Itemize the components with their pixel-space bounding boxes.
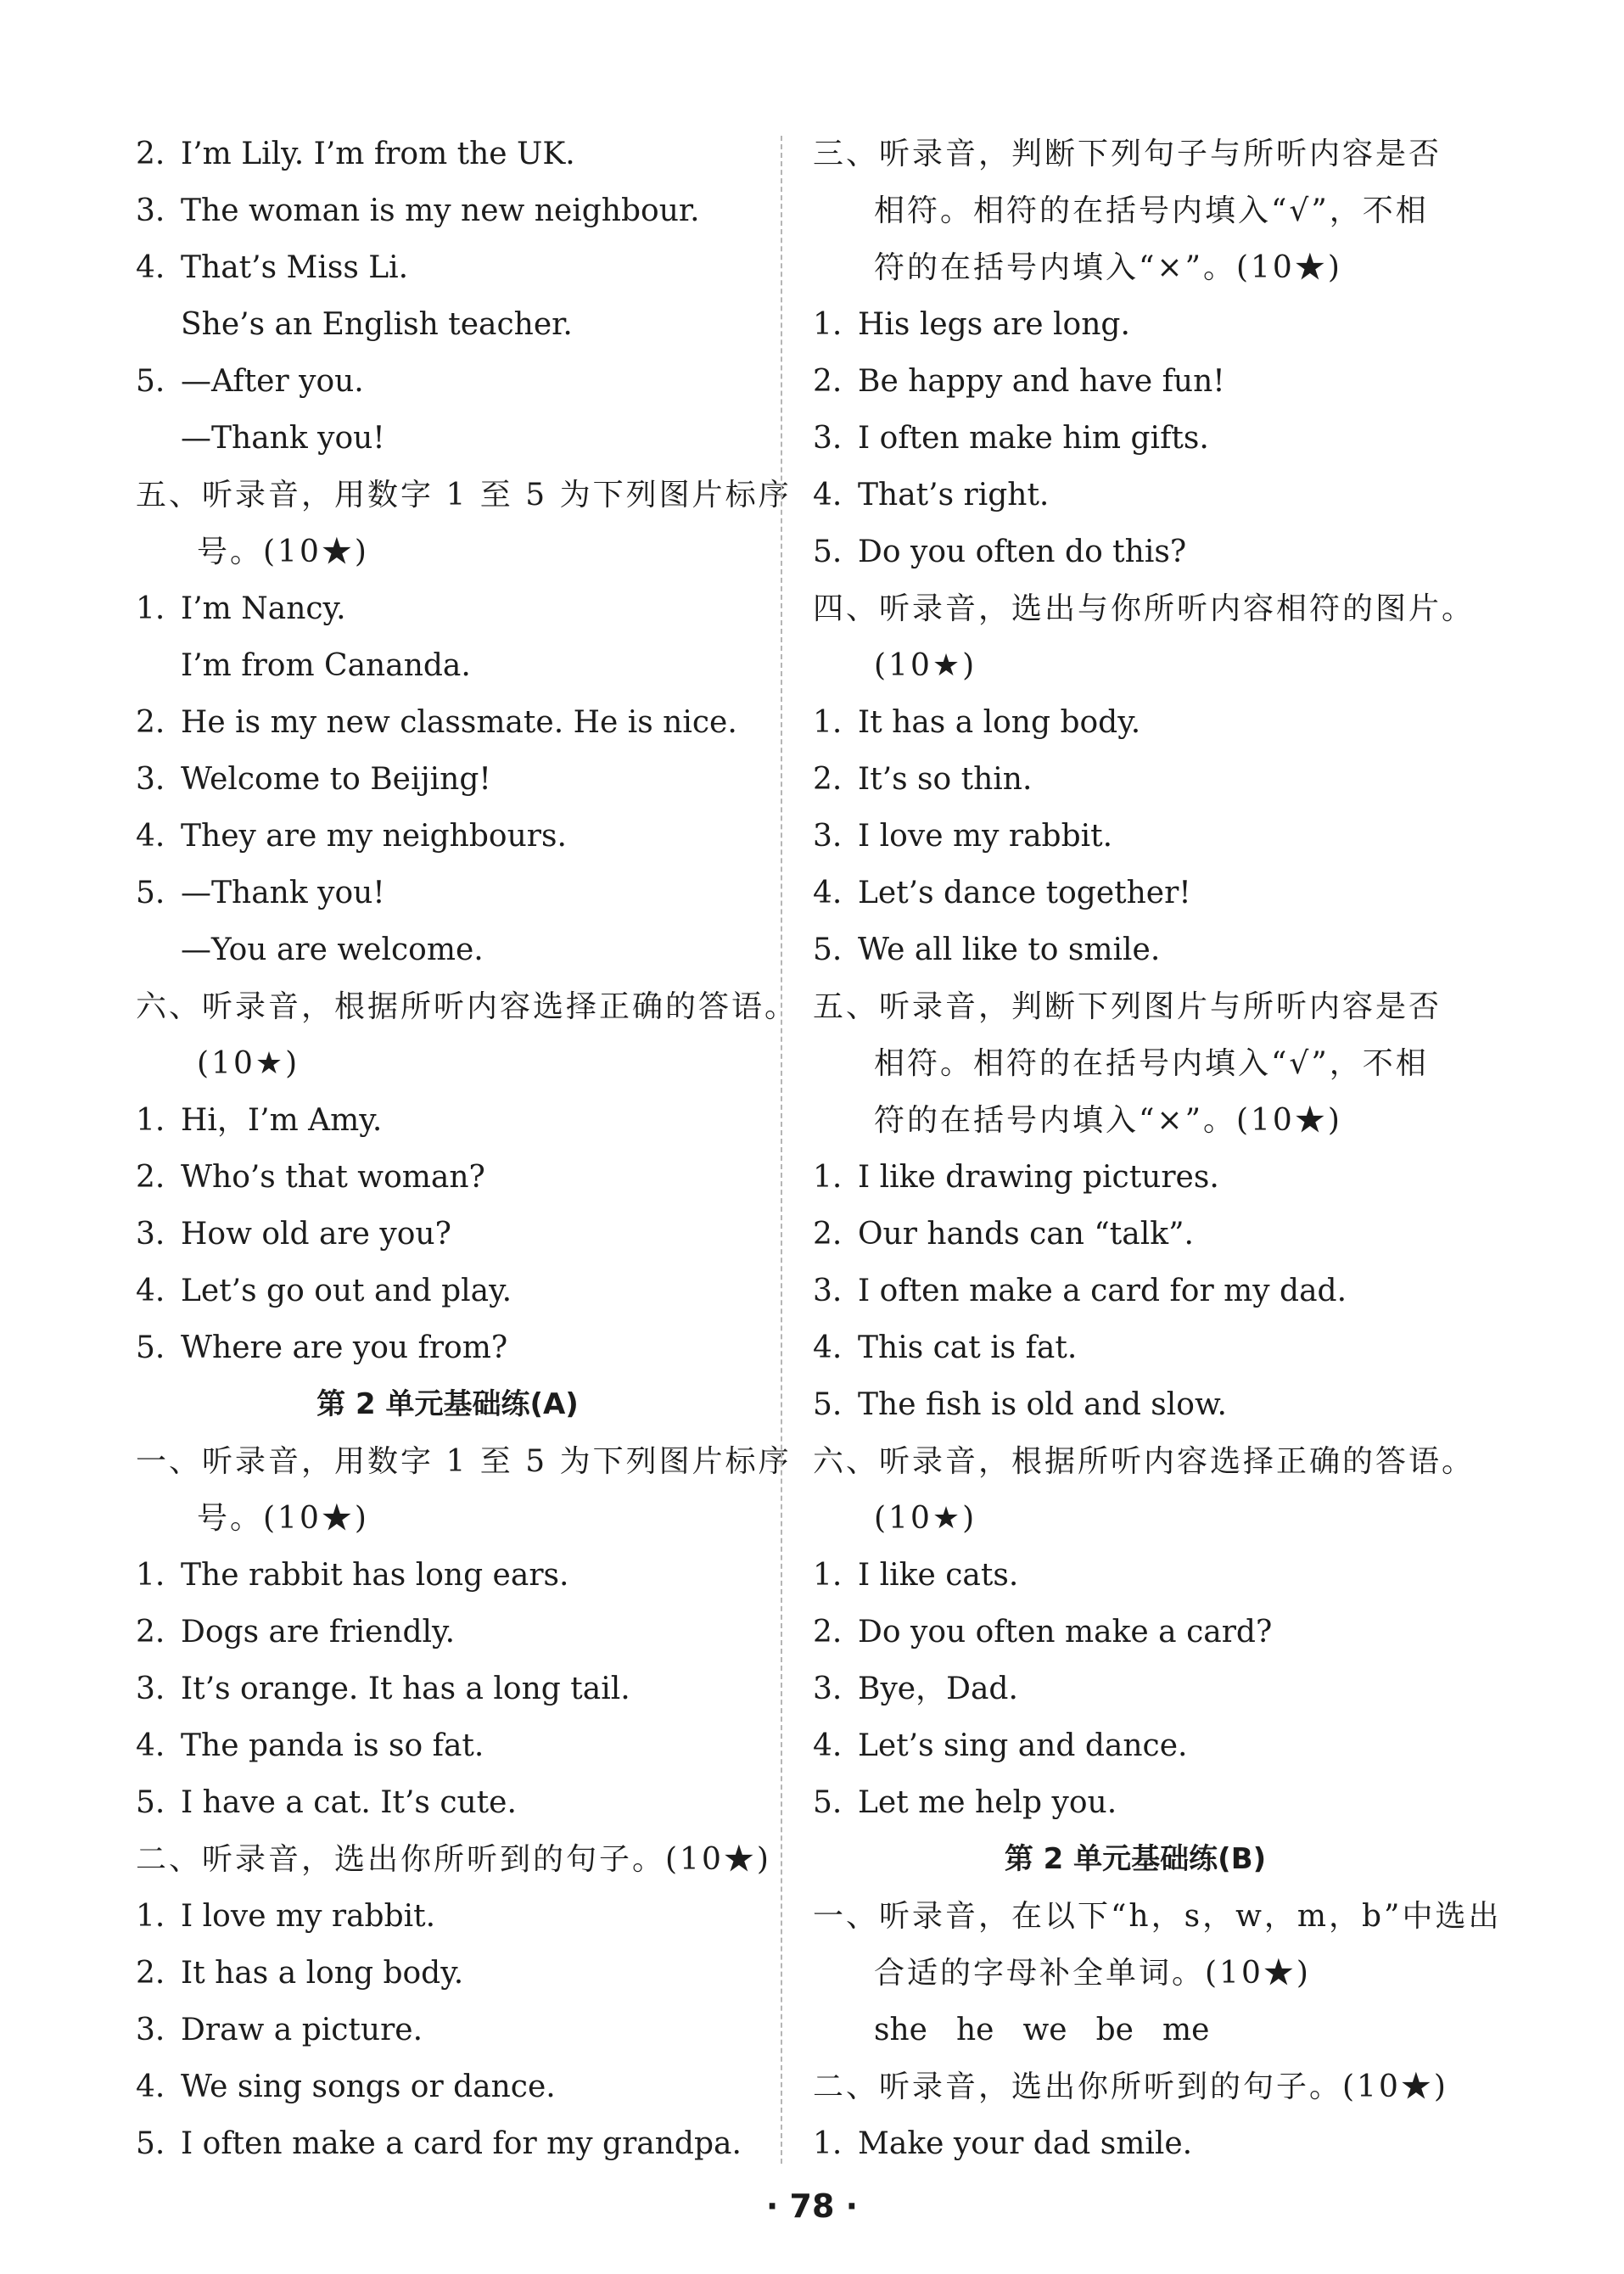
list-item [813, 751, 1458, 808]
list-item [136, 1661, 759, 1717]
item-text: The rabbit has long ears. [181, 1558, 569, 1593]
item-text: Bye，Dad. [858, 1672, 1018, 1706]
list-item [136, 182, 759, 239]
item-number: 4. [136, 1274, 165, 1308]
list-item [136, 694, 759, 751]
question-heading: 五、听录音，用数字 1 至 5 为下列图片标序 [136, 478, 792, 512]
item-text: —Thank you! [181, 876, 385, 910]
word: be [1095, 2013, 1134, 2047]
item-number: 4. [136, 2070, 165, 2104]
item-number: 3. [813, 1274, 843, 1308]
item-text: Do you often make a card? [858, 1615, 1273, 1649]
item-number: 3. [813, 819, 843, 854]
item-text: Make your dad smile. [858, 2126, 1193, 2161]
item-number: 3. [813, 421, 843, 456]
item-text: Dogs are friendly. [181, 1615, 456, 1649]
item-number: 5. [813, 1387, 843, 1422]
item-text: I like drawing pictures. [858, 1160, 1219, 1195]
item-text: Where are you from? [181, 1330, 508, 1365]
question-heading-continued: 号。(10★) [197, 1501, 369, 1536]
list-item [813, 296, 1458, 353]
item-text: We sing songs or dance. [181, 2070, 556, 2104]
item-text: Welcome to Beijing! [181, 762, 491, 797]
list-item [813, 353, 1458, 410]
question-heading-continued: 符的在括号内填入“×”。(10★) [874, 250, 1342, 285]
item-text: How old are you? [181, 1217, 451, 1252]
item-number: 4. [136, 1728, 165, 1763]
question-heading-continued: 相符。相符的在括号内填入“√”，不相 [874, 193, 1429, 228]
word-list [813, 2002, 1458, 2058]
item-number: 5. [136, 1330, 165, 1365]
list-item [813, 1319, 1458, 1376]
item-text: Hi，I’m Amy. [181, 1103, 383, 1138]
unit-title: 第 2 单元基础练(B) [1004, 1842, 1267, 1876]
item-continuation: I’m from Cananda. [181, 648, 471, 683]
list-item [813, 808, 1458, 865]
list-item [136, 1149, 759, 1206]
list-item [813, 921, 1458, 978]
item-number: 2. [136, 1160, 165, 1195]
item-text: Draw a picture. [181, 2013, 423, 2047]
item-text: They are my neighbours. [181, 819, 567, 854]
list-item [813, 1661, 1458, 1717]
item-number: 2. [136, 705, 165, 740]
item-continuation: —Thank you! [181, 421, 385, 456]
question-heading: 三、听录音，判断下列句子与所听内容是否 [813, 137, 1442, 171]
item-text: The fish is old and slow. [858, 1387, 1227, 1422]
question-heading: 二、听录音，选出你所听到的句子。(10★) [136, 1842, 771, 1877]
item-continuation: —You are welcome. [181, 933, 484, 967]
item-text: It’s so thin. [858, 762, 1033, 797]
item-number: 3. [813, 1672, 843, 1706]
item-number: 2. [813, 364, 843, 399]
column-divider [781, 136, 782, 2164]
item-number: 5. [813, 535, 843, 569]
item-text: That’s Miss Li. [181, 250, 409, 285]
question-heading-continued: 相符。相符的在括号内填入“√”，不相 [874, 1046, 1429, 1081]
item-number: 2. [136, 1956, 165, 1991]
list-item [136, 1945, 759, 2002]
list-item [813, 1376, 1458, 1433]
item-number: 5. [136, 876, 165, 910]
item-number: 5. [813, 1785, 843, 1820]
item-number: 5. [136, 2126, 165, 2161]
item-text: We all like to smile. [858, 933, 1161, 967]
item-number: 5. [813, 933, 843, 967]
list-item [813, 1149, 1458, 1206]
item-number: 2. [813, 1615, 843, 1649]
item-continuation: She’s an English teacher. [181, 307, 573, 342]
item-text: He is my new classmate. He is nice. [181, 705, 737, 740]
item-text: It’s orange. It has a long tail. [181, 1672, 630, 1706]
item-text: —After you. [181, 364, 364, 399]
item-number: 3. [136, 1672, 165, 1706]
item-text: Let me help you. [858, 1785, 1117, 1820]
list-item [813, 1604, 1458, 1661]
item-text: Who’s that woman? [181, 1160, 485, 1195]
unit-title: 第 2 单元基础练(A) [316, 1387, 579, 1421]
list-item [136, 1774, 759, 1831]
item-number: 5. [136, 364, 165, 399]
item-number: 4. [136, 250, 165, 285]
list-item [813, 1263, 1458, 1319]
item-text: I love my rabbit. [858, 819, 1113, 854]
item-number: 4. [813, 478, 843, 512]
list-item [813, 410, 1458, 467]
list-item [136, 1547, 759, 1604]
item-number: 3. [136, 193, 165, 228]
question-heading: 二、听录音，选出你所听到的句子。(10★) [813, 2070, 1448, 2104]
question-heading: 一、听录音，在以下“h，s，w，m，b”中选出 [813, 1899, 1502, 1934]
list-item [813, 467, 1458, 524]
list-item [813, 524, 1458, 580]
right-column [813, 126, 1502, 2172]
question-heading: 五、听录音，判断下列图片与所听内容是否 [813, 989, 1442, 1024]
list-item [136, 2058, 759, 2115]
item-number: 1. [813, 705, 843, 740]
question-heading-continued: (10★) [874, 1501, 977, 1536]
item-number: 2. [136, 137, 165, 171]
item-text: That’s right. [858, 478, 1050, 512]
item-number: 4. [813, 876, 843, 910]
item-text: I like cats. [858, 1558, 1019, 1593]
item-number: 1. [813, 2126, 843, 2161]
item-text: The panda is so fat. [181, 1728, 484, 1763]
item-number: 1. [813, 307, 843, 342]
item-text: Let’s go out and play. [181, 1274, 512, 1308]
item-text: I often make a card for my dad. [858, 1274, 1347, 1308]
list-item [136, 2115, 759, 2172]
item-text: I’m Lily. I’m from the UK. [181, 137, 575, 171]
list-item [136, 1092, 759, 1149]
list-item [136, 1206, 759, 1263]
list-item [136, 1319, 759, 1376]
item-text: Let’s dance together! [858, 876, 1191, 910]
item-text: Let’s sing and dance. [858, 1728, 1188, 1763]
item-number: 2. [813, 1217, 843, 1252]
question-heading-continued: 合适的字母补全单词。(10★) [874, 1956, 1311, 1991]
item-text: It has a long body. [858, 705, 1141, 740]
list-item [136, 1888, 759, 1945]
list-item [813, 1206, 1458, 1263]
item-text: Be happy and have fun! [858, 364, 1225, 399]
list-item [813, 1717, 1458, 1774]
list-item [136, 865, 759, 921]
item-number: 5. [136, 1785, 165, 1820]
item-text: The woman is my new neighbour. [181, 193, 700, 228]
list-item [136, 580, 759, 637]
item-number: 1. [813, 1160, 843, 1195]
list-item [136, 751, 759, 808]
list-item [136, 1263, 759, 1319]
item-text: I often make a card for my grandpa. [181, 2126, 742, 2161]
item-number: 1. [813, 1558, 843, 1593]
list-item [813, 865, 1458, 921]
item-number: 3. [136, 1217, 165, 1252]
item-number: 1. [136, 591, 165, 626]
item-text: Our hands can “talk”. [858, 1217, 1194, 1252]
question-heading: 一、听录音，用数字 1 至 5 为下列图片标序 [136, 1444, 792, 1479]
word: she [874, 2013, 927, 2047]
item-number: 4. [813, 1728, 843, 1763]
list-item [813, 1774, 1458, 1831]
item-text: Do you often do this? [858, 535, 1187, 569]
question-heading-continued: 号。(10★) [197, 535, 369, 569]
list-item [136, 1604, 759, 1661]
item-number: 2. [813, 762, 843, 797]
left-column [136, 126, 798, 2172]
item-number: 1. [136, 1558, 165, 1593]
item-number: 4. [136, 819, 165, 854]
item-number: 1. [136, 1103, 165, 1138]
list-item [136, 2002, 759, 2058]
item-number: 4. [813, 1330, 843, 1365]
item-number: 3. [136, 762, 165, 797]
word: he [955, 2013, 994, 2047]
list-item [136, 353, 759, 410]
list-item [136, 239, 759, 296]
page-number: · 78 · [765, 2187, 859, 2225]
item-number: 2. [136, 1615, 165, 1649]
list-item [813, 2115, 1458, 2172]
item-text: I love my rabbit. [181, 1899, 436, 1934]
item-number: 1. [136, 1899, 165, 1934]
list-item [136, 808, 759, 865]
item-text: This cat is fat. [858, 1330, 1078, 1365]
item-text: I often make him gifts. [858, 421, 1209, 456]
question-heading-continued: (10★) [874, 648, 977, 683]
item-text: I have a cat. It’s cute. [181, 1785, 517, 1820]
item-text: It has a long body. [181, 1956, 464, 1991]
question-heading-continued: (10★) [197, 1046, 300, 1081]
list-item [813, 1547, 1458, 1604]
question-heading: 六、听录音，根据所听内容选择正确的答语。 [813, 1444, 1476, 1479]
word: we [1022, 2013, 1067, 2047]
item-text: I’m Nancy. [181, 591, 346, 626]
list-item [813, 694, 1458, 751]
list-item [136, 126, 759, 182]
word: me [1162, 2013, 1210, 2047]
list-item [136, 1717, 759, 1774]
question-heading: 六、听录音，根据所听内容选择正确的答语。 [136, 989, 798, 1024]
question-heading-continued: 符的在括号内填入“×”。(10★) [874, 1103, 1342, 1138]
item-text: His legs are long. [858, 307, 1130, 342]
question-heading: 四、听录音，选出与你所听内容相符的图片。 [813, 591, 1476, 626]
item-number: 3. [136, 2013, 165, 2047]
